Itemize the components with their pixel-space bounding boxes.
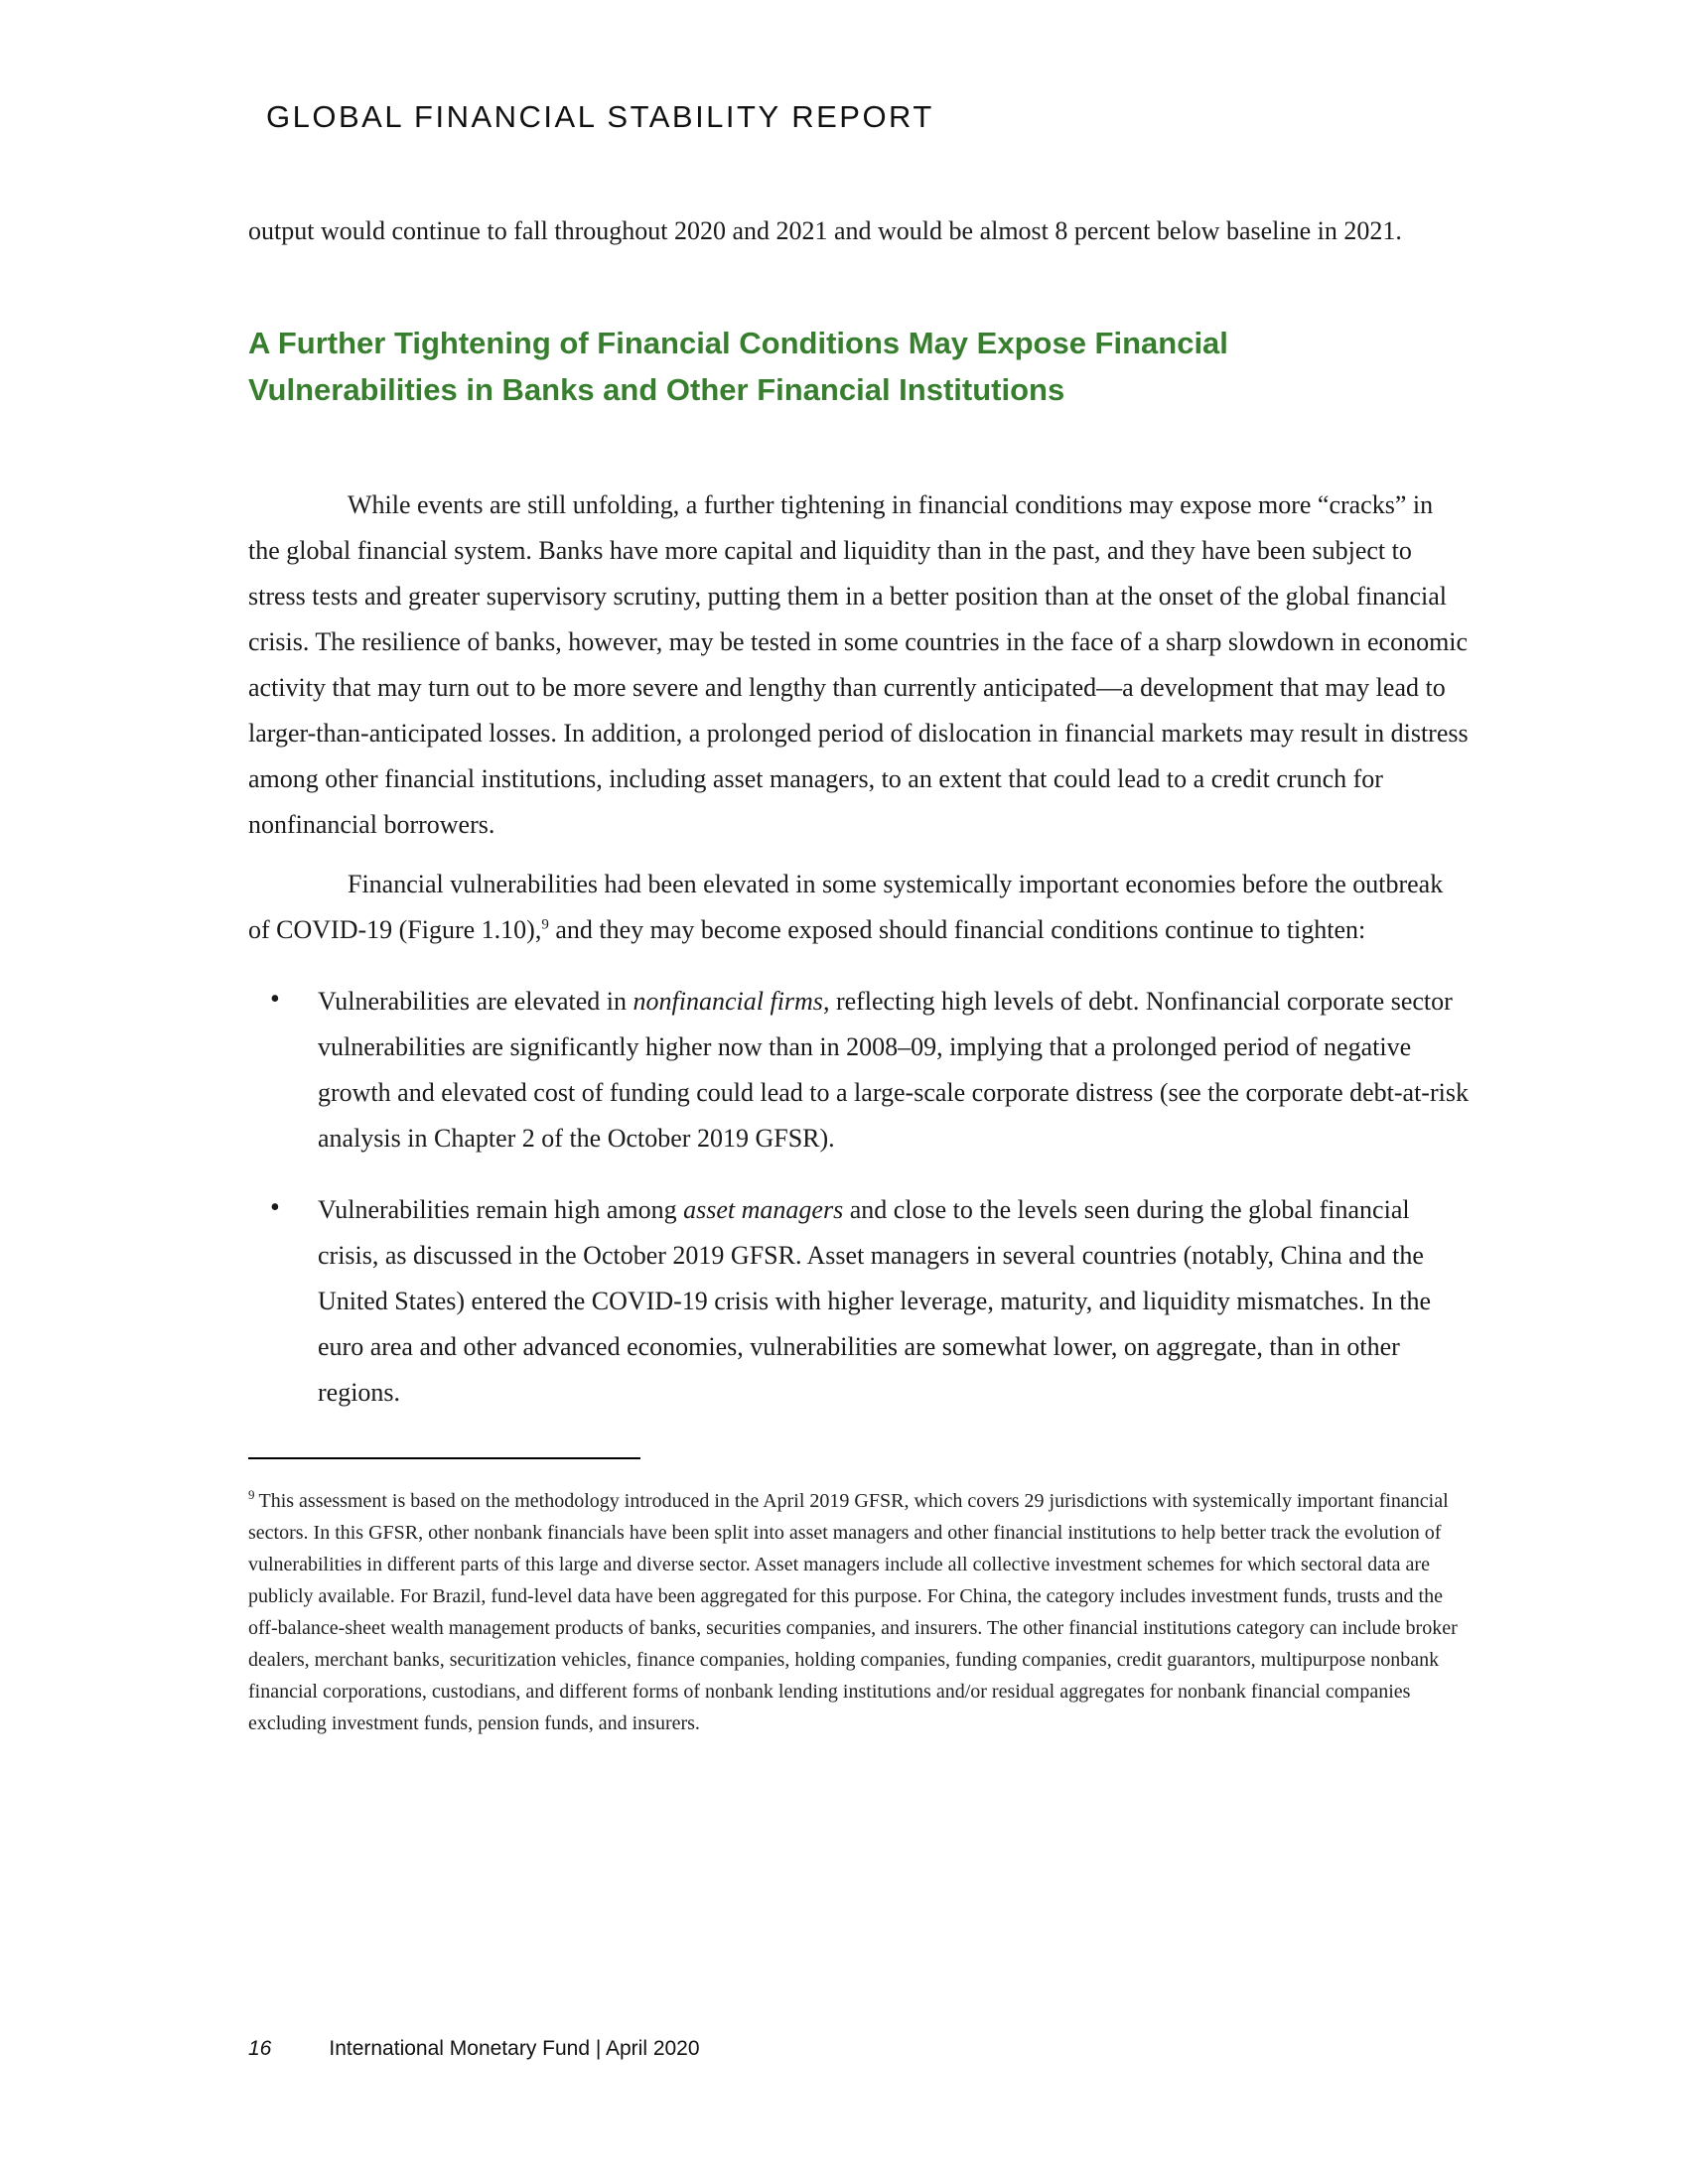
paragraph-vulnerabilities-text: Financial vulnerabilities had been elevated in some systemically important economies before the outbreak of COVID-19 (Figure 1.10), xyxy=(248,870,1444,944)
footnote-9 xyxy=(248,1485,1475,1739)
bullet-text-italic: nonfinancial firms xyxy=(633,987,823,1016)
footnote-separator-rule xyxy=(248,1457,640,1459)
section-heading: A Further Tightening of Financial Conditions May Expose Financial Vulnerabilities in Banks and Other Financial Institutions xyxy=(248,326,1228,407)
footnote-marker: 9 xyxy=(248,1487,255,1503)
bullet-nonfinancial-firms xyxy=(248,979,1470,1161)
page-number: 16 xyxy=(248,2037,272,2060)
intro-paragraph: output would continue to fall throughout 2020 and 2021 and would be almost 8 percent below baseline in 2021. xyxy=(248,216,1402,245)
footer-text: International Monetary Fund | April 2020 xyxy=(329,2037,700,2060)
footnote-text: This assessment is based on the methodology introduced in the April 2019 GFSR, which covers 29 jurisdictions with systemically important financial sectors. In this GFSR, other nonbank financials have been split into asset managers and other financial institutions to help better track the evolution of vulnerabilities in different parts of this large and diverse sector. Asset managers include all collective investment schemes for which sectoral data are publicly available. For Brazil, fund-level data have been aggregated for this purpose. For China, the category includes investment funds, trusts and the off-balance-sheet wealth management products of banks, securities companies, and insurers. The other financial institutions category can include broker dealers, merchant banks, securitization vehicles, finance companies, holding companies, funding companies, credit guarantors, multipurpose nonbank financial corporations, custodians, and different forms of nonbank lending institutions and/or residual aggregates for nonbank financial companies excluding investment funds, pension funds, and insurers. xyxy=(248,1490,1458,1734)
page-footer xyxy=(248,2037,700,2061)
bullet-text-italic: asset managers xyxy=(683,1195,844,1224)
report-title: GLOBAL FINANCIAL STABILITY REPORT xyxy=(266,99,934,134)
paragraph-vulnerabilities-text-cont: and they may become exposed should financial conditions continue to tighten: xyxy=(548,915,1366,944)
bullet-text-post: , reflecting high levels of debt. Nonfinancial corporate sector vulnerabilities are significantly higher now than in 2008–09, implying that a prolonged period of negative growth and elevated cost of funding could lead to a large-scale corporate distress (see the corporate debt-at-risk analysis in Chapter 2 of the October 2019 GFSR). xyxy=(318,987,1469,1153)
paragraph-vulnerabilities xyxy=(248,862,1470,953)
bullet-icon: • xyxy=(270,1192,280,1223)
paragraph-banks-resilience: While events are still unfolding, a further tightening in financial conditions may expose more “cracks” in the global financial system. Banks have more capital and liquidity than in the past, and they have been subject to stress tests and greater supervisory scrutiny, putting them in a better position than at the onset of the global financial crisis. The resilience of banks, however, may be tested in some countries in the face of a sharp slowdown in economic activity that may turn out to be more severe and lengthy than currently anticipated—a development that may lead to larger-than-anticipated losses. In addition, a prolonged period of dislocation in financial markets may result in distress among other financial institutions, including asset managers, to an extent that could lead to a credit crunch for nonfinancial borrowers. xyxy=(248,490,1469,839)
bullet-text-pre: Vulnerabilities are elevated in xyxy=(318,987,633,1016)
bullet-text-pre: Vulnerabilities remain high among xyxy=(318,1195,684,1224)
footnote-reference-9: 9 xyxy=(541,916,549,933)
bullet-icon: • xyxy=(270,984,280,1015)
bullet-asset-managers xyxy=(248,1187,1470,1416)
bullet-text-post: and close to the levels seen during the global financial crisis, as discussed in the October 2019 GFSR. Asset managers in several countries (notably, China and the United States) entered the COVID-19 crisis with higher leverage, maturity, and liquidity mismatches. In the euro area and other advanced economies, vulnerabilities are somewhat lower, on aggregate, than in other regions. xyxy=(318,1195,1432,1407)
